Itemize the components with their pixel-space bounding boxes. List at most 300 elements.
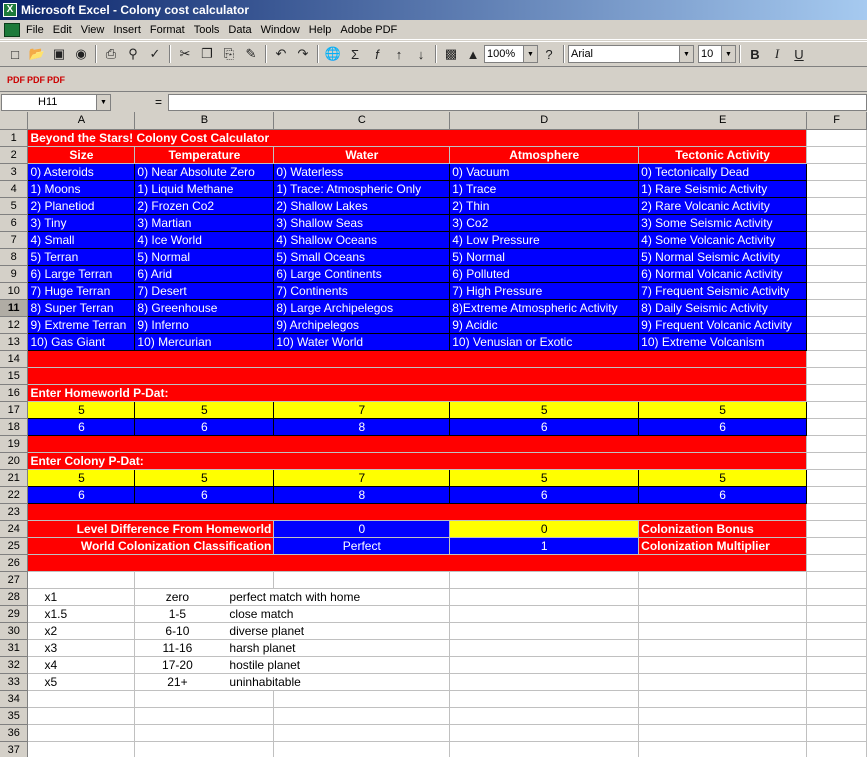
homeworld-calc-cell[interactable]: 6 [450,418,639,435]
option-cell[interactable]: 8) Daily Seismic Activity [639,299,807,316]
autosum-icon[interactable]: Σ [350,46,360,62]
redo-icon[interactable]: ↷ [297,46,309,61]
column-header-d[interactable]: D [450,112,639,129]
toolbar-separator [169,45,171,63]
row-header[interactable]: 24 [0,520,28,537]
cell[interactable] [807,571,867,588]
toolbar-separator [317,45,319,63]
cell[interactable] [807,588,867,605]
option-cell[interactable]: 5) Normal Seismic Activity [639,248,807,265]
window-title: Microsoft Excel - Colony cost calculator [21,3,250,17]
cell[interactable] [807,707,867,724]
cell[interactable] [28,350,807,367]
homeworld-label[interactable]: Enter Homeworld P-Dat: [28,384,807,401]
legend-multiplier[interactable]: x4 [28,656,135,673]
option-cell[interactable]: 3) Some Seismic Activity [639,214,807,231]
cell[interactable] [450,741,639,757]
homeworld-calc-cell[interactable]: 6 [639,418,807,435]
legend-range: 17-20 [162,657,193,672]
legend-range: 11-16 [162,640,193,655]
paste-icon[interactable]: ⎘ [223,46,235,61]
option-cell[interactable]: 1) Trace: Atmospheric Only [274,180,450,197]
option-cell[interactable]: 1) Trace [450,180,639,197]
homeworld-input-cell[interactable]: 5 [135,401,274,418]
colony-input-cell[interactable]: 5 [28,469,135,486]
cell[interactable] [807,231,867,248]
format-painter-icon[interactable]: ✎ [245,46,257,61]
row-header[interactable]: 21 [0,469,28,486]
row-header[interactable]: 11 [0,299,28,316]
menu-file[interactable]: File [26,23,44,36]
cell[interactable] [807,622,867,639]
row-header[interactable]: 18 [0,418,28,435]
row-header[interactable]: 34 [0,690,28,707]
option-cell[interactable]: 6) Polluted [450,265,639,282]
cell[interactable] [807,435,867,452]
row-header[interactable]: 9 [0,265,28,282]
option-cell[interactable]: 4) Low Pressure [450,231,639,248]
cell[interactable] [639,639,807,656]
cell[interactable] [807,486,867,503]
toolbar-separator [739,45,741,63]
legend-multiplier[interactable]: x1 [28,588,135,605]
cell[interactable] [28,554,807,571]
chevron-down-icon[interactable]: ▼ [523,46,537,62]
colony-input-cell[interactable]: 5 [639,469,807,486]
column-header-a[interactable]: A [28,112,135,129]
legend-range-desc[interactable] [135,673,450,690]
menu-insert[interactable]: Insert [113,23,141,36]
cell[interactable] [807,316,867,333]
option-cell[interactable]: 8) Super Terran [28,299,135,316]
select-all-corner[interactable] [0,112,28,129]
cut-icon[interactable]: ✂ [179,46,191,61]
option-cell[interactable]: 3) Martian [135,214,274,231]
colonization-bonus-value[interactable]: 0 [450,520,639,537]
cell[interactable] [807,248,867,265]
option-cell[interactable]: 5) Normal [450,248,639,265]
row-header[interactable]: 26 [0,554,28,571]
colony-calc-cell[interactable]: 6 [28,486,135,503]
cell[interactable] [639,605,807,622]
option-cell[interactable]: 8) Greenhouse [135,299,274,316]
cell[interactable] [639,724,807,741]
option-cell[interactable]: 6) Normal Volcanic Activity [639,265,807,282]
sort-descending-icon[interactable]: ↓ [417,46,425,62]
row-header[interactable]: 25 [0,537,28,554]
cell[interactable] [807,367,867,384]
cell[interactable] [639,741,807,757]
colonization-bonus-label[interactable]: Colonization Bonus [639,520,807,537]
italic-button[interactable]: I [774,46,780,61]
row-header[interactable]: 36 [0,724,28,741]
cell[interactable] [807,469,867,486]
cell[interactable] [639,690,807,707]
cell[interactable] [807,129,867,146]
save-icon[interactable]: ▣ [52,46,66,61]
option-cell[interactable]: 4) Some Volcanic Activity [639,231,807,248]
menu-edit[interactable]: Edit [52,23,72,36]
row-header[interactable]: 3 [0,163,28,180]
homeworld-calc-cell[interactable]: 8 [274,418,450,435]
cell[interactable] [28,690,135,707]
legend-multiplier[interactable]: x3 [28,639,135,656]
sort-ascending-icon[interactable]: ↑ [395,46,403,62]
option-cell[interactable]: 1) Liquid Methane [135,180,274,197]
cell[interactable] [28,503,807,520]
cell[interactable] [807,537,867,554]
column-header-c[interactable]: C [274,112,450,129]
cell[interactable] [28,724,135,741]
zoom-combo[interactable] [484,45,538,63]
option-cell[interactable]: 2) Shallow Lakes [274,197,450,214]
row-header[interactable]: 31 [0,639,28,656]
legend-description: uninhabitable [229,674,301,689]
toolbar-separator [95,45,97,63]
cell[interactable] [450,707,639,724]
pdf-email-icon[interactable]: PDF [27,74,45,85]
row-header[interactable]: 15 [0,367,28,384]
row-header[interactable]: 1 [0,129,28,146]
cell[interactable] [28,367,807,384]
option-cell[interactable]: 0) Vacuum [450,163,639,180]
option-cell[interactable]: 0) Asteroids [28,163,135,180]
legend-range-desc[interactable] [135,588,450,605]
cell-grid [0,112,867,757]
cell[interactable] [807,452,867,469]
option-cell[interactable]: 2) Planetiod [28,197,135,214]
workbook-icon[interactable] [4,23,20,37]
option-cell[interactable]: 7) Huge Terran [28,282,135,299]
menu-tools[interactable]: Tools [193,23,220,36]
cell[interactable] [807,741,867,757]
row-header[interactable]: 33 [0,673,28,690]
row-header[interactable]: 13 [0,333,28,350]
toolbar-separator [265,45,267,63]
print-preview-icon[interactable]: ⚲ [128,46,138,61]
column-header-e[interactable]: E [639,112,807,129]
menu-format[interactable]: Format [149,23,185,36]
cell[interactable] [274,707,450,724]
menu-view[interactable]: View [80,23,105,36]
option-cell[interactable]: 8) Large Archipelegos [274,299,450,316]
excel-icon: X [3,3,17,17]
cell[interactable] [807,282,867,299]
option-cell[interactable]: 0) Near Absolute Zero [135,163,274,180]
legend-multiplier[interactable]: x2 [28,622,135,639]
pdf-convert-icon[interactable]: PDF [7,74,25,85]
pdf-toolbar [0,68,867,92]
cell[interactable] [807,724,867,741]
cell[interactable] [450,588,639,605]
worksheet [0,112,867,757]
cell[interactable] [450,605,639,622]
option-cell[interactable]: 7) Desert [135,282,274,299]
legend-multiplier[interactable]: x1.5 [28,605,135,622]
row-header[interactable]: 4 [0,180,28,197]
row-header[interactable]: 35 [0,707,28,724]
hyperlink-icon[interactable]: 🌐 [324,46,342,61]
undo-icon[interactable]: ↶ [275,46,287,61]
option-cell[interactable]: 2) Rare Volcanic Activity [639,197,807,214]
cell[interactable] [807,418,867,435]
cell[interactable] [807,605,867,622]
cell[interactable] [807,401,867,418]
option-cell[interactable]: 10) Water World [274,333,450,350]
cell[interactable] [450,656,639,673]
toolbar-separator [563,45,565,63]
cell[interactable] [639,588,807,605]
row-header[interactable]: 22 [0,486,28,503]
chart-wizard-icon[interactable]: ▩ [444,46,458,61]
row-header[interactable]: 5 [0,197,28,214]
cell[interactable] [807,503,867,520]
row-header[interactable]: 16 [0,384,28,401]
cell[interactable] [28,707,135,724]
option-cell[interactable]: 2) Thin [450,197,639,214]
column-category-header[interactable]: Size [28,146,135,163]
classification-value[interactable]: Perfect [274,537,450,554]
row-header[interactable]: 32 [0,656,28,673]
menu-adobe-pdf[interactable]: Adobe PDF [340,23,398,36]
cell[interactable] [807,214,867,231]
option-cell[interactable]: 10) Venusian or Exotic [450,333,639,350]
cell[interactable] [639,622,807,639]
column-category-header[interactable]: Tectonic Activity [639,146,807,163]
legend-range-desc[interactable] [135,656,450,673]
colonization-multiplier-value[interactable]: 1 [450,537,639,554]
cell[interactable] [807,180,867,197]
cell[interactable] [274,690,450,707]
column-category-header[interactable]: Atmosphere [450,146,639,163]
option-cell[interactable]: 1) Rare Seismic Activity [639,180,807,197]
homeworld-calc-cell[interactable]: 6 [28,418,135,435]
cell[interactable] [135,571,274,588]
cell[interactable] [807,146,867,163]
option-cell[interactable]: 7) High Pressure [450,282,639,299]
cell[interactable] [807,299,867,316]
cell[interactable] [450,571,639,588]
help-icon[interactable]: ? [545,46,553,62]
cell[interactable] [135,724,274,741]
colony-calc-cell[interactable]: 6 [639,486,807,503]
cell[interactable] [274,571,450,588]
colony-input-cell[interactable]: 5 [450,469,639,486]
legend-description: harsh planet [229,640,296,655]
spelling-icon[interactable]: ✓ [149,46,161,61]
row-header[interactable]: 27 [0,571,28,588]
underline-button[interactable]: U [794,46,804,62]
row-header[interactable]: 20 [0,452,28,469]
cell[interactable] [807,639,867,656]
option-cell[interactable]: 5) Normal [135,248,274,265]
row-header[interactable]: 12 [0,316,28,333]
cell[interactable] [28,435,807,452]
option-cell[interactable]: 6) Arid [135,265,274,282]
open-icon[interactable]: 📂 [28,46,46,61]
cell[interactable] [450,724,639,741]
option-cell[interactable]: 7) Continents [274,282,450,299]
cell[interactable] [807,520,867,537]
new-icon[interactable]: □ [11,46,19,62]
option-cell[interactable]: 0) Tectonically Dead [639,163,807,180]
row-header[interactable]: 37 [0,741,28,757]
legend-range: 21+ [167,674,188,689]
homeworld-input-cell[interactable]: 7 [274,401,450,418]
homeworld-input-cell[interactable]: 5 [639,401,807,418]
legend-multiplier[interactable]: x5 [28,673,135,690]
level-difference-value[interactable]: 0 [274,520,450,537]
cell[interactable] [450,690,639,707]
cell[interactable] [450,639,639,656]
cell[interactable] [807,554,867,571]
legend-range: 1-5 [168,606,187,621]
cell[interactable] [807,163,867,180]
colony-input-cell[interactable]: 5 [135,469,274,486]
cell[interactable] [28,571,135,588]
legend-description: perfect match with home [229,589,361,604]
font-size-value: 10 [701,48,714,60]
legend-description: diverse planet [229,623,305,638]
font-size-combo[interactable] [698,45,736,63]
option-cell[interactable]: 3) Shallow Seas [274,214,450,231]
colonization-multiplier-label[interactable]: Colonization Multiplier [639,537,807,554]
cell[interactable] [639,673,807,690]
menu-window[interactable]: Window [260,23,300,36]
option-cell[interactable]: 0) Waterless [274,163,450,180]
option-cell[interactable]: 6) Large Continents [274,265,450,282]
row-header[interactable]: 19 [0,435,28,452]
level-difference-label[interactable]: Level Difference From Homeworld [28,520,274,537]
chevron-down-icon[interactable]: ▼ [679,46,693,62]
option-cell[interactable]: 9) Acidic [450,316,639,333]
row-header[interactable]: 7 [0,231,28,248]
chevron-down-icon[interactable]: ▼ [96,95,110,110]
cell[interactable] [807,197,867,214]
option-cell[interactable]: 4) Small [28,231,135,248]
classification-label[interactable]: World Colonization Classification [28,537,274,554]
print-icon[interactable]: ⎙ [105,46,117,61]
cell[interactable] [807,690,867,707]
option-cell[interactable]: 10) Gas Giant [28,333,135,350]
option-cell[interactable]: 10) Mercurian [135,333,274,350]
legend-range: 6-10 [165,623,190,638]
formula-input[interactable] [168,94,867,111]
row-header[interactable]: 23 [0,503,28,520]
cell[interactable] [135,690,274,707]
row-header[interactable]: 14 [0,350,28,367]
option-cell[interactable]: 1) Moons [28,180,135,197]
function-icon[interactable]: f [375,46,379,62]
copy-icon[interactable]: ❐ [201,46,213,61]
font-combo[interactable] [568,45,694,63]
option-cell[interactable]: 5) Small Oceans [274,248,450,265]
cell[interactable] [274,741,450,757]
option-cell[interactable]: 9) Archipelegos [274,316,450,333]
option-cell[interactable]: 10) Extreme Volcanism [639,333,807,350]
colony-label[interactable]: Enter Colony P-Dat: [28,452,807,469]
cell[interactable] [135,741,274,757]
option-cell[interactable]: 9) Extreme Terran [28,316,135,333]
option-cell[interactable]: 3) Tiny [28,214,135,231]
cell[interactable] [807,350,867,367]
row-header[interactable]: 29 [0,605,28,622]
cell[interactable] [450,622,639,639]
bold-button[interactable]: B [750,46,760,62]
colony-calc-cell[interactable]: 8 [274,486,450,503]
name-box[interactable] [1,94,111,111]
permission-icon[interactable]: ◉ [75,46,87,61]
cell[interactable] [28,741,135,757]
cell[interactable] [639,656,807,673]
row-header[interactable]: 17 [0,401,28,418]
option-cell[interactable]: 7) Frequent Seismic Activity [639,282,807,299]
row-header[interactable]: 28 [0,588,28,605]
row-header[interactable]: 8 [0,248,28,265]
column-category-header[interactable]: Water [274,146,450,163]
menu-help[interactable]: Help [308,23,332,36]
cell[interactable] [274,724,450,741]
option-cell[interactable]: 5) Terran [28,248,135,265]
legend-description: hostile planet [229,657,301,672]
pdf-review-icon[interactable]: PDF [47,74,65,85]
legend-range-desc[interactable] [135,605,450,622]
row-header[interactable]: 6 [0,214,28,231]
option-cell[interactable]: 8)Extreme Atmospheric Activity [450,299,639,316]
column-header-b[interactable]: B [135,112,274,129]
cell[interactable] [807,333,867,350]
formula-bar [0,93,867,112]
option-cell[interactable]: 6) Large Terran [28,265,135,282]
row-header[interactable]: 30 [0,622,28,639]
colony-calc-cell[interactable]: 6 [135,486,274,503]
cell[interactable] [807,673,867,690]
cell[interactable] [639,707,807,724]
cell[interactable] [450,673,639,690]
column-header-f[interactable]: F [807,112,867,129]
homeworld-input-cell[interactable]: 5 [28,401,135,418]
chevron-down-icon[interactable]: ▼ [721,46,735,62]
option-cell[interactable]: 9) Inferno [135,316,274,333]
option-cell[interactable]: 4) Shallow Oceans [274,231,450,248]
zoom-value: 100% [487,48,516,60]
colony-input-cell[interactable]: 7 [274,469,450,486]
legend-range-desc[interactable] [135,639,450,656]
homeworld-input-cell[interactable]: 5 [450,401,639,418]
cell[interactable] [807,656,867,673]
sheet-title[interactable]: Beyond the Stars! Colony Cost Calculator [28,129,807,146]
menu-data[interactable]: Data [228,23,252,36]
drawing-icon[interactable]: ▲ [466,46,480,62]
option-cell[interactable]: 2) Frozen Co2 [135,197,274,214]
option-cell[interactable]: 4) Ice World [135,231,274,248]
option-cell[interactable]: 9) Frequent Volcanic Activity [639,316,807,333]
cell[interactable] [135,707,274,724]
name-box-value: H11 [38,96,58,108]
row-header[interactable]: 2 [0,146,28,163]
legend-range-desc[interactable] [135,622,450,639]
homeworld-calc-cell[interactable]: 6 [135,418,274,435]
option-cell[interactable]: 3) Co2 [450,214,639,231]
cell[interactable] [639,571,807,588]
legend-description: close match [229,606,294,621]
cell[interactable] [807,265,867,282]
cell[interactable] [807,384,867,401]
row-header[interactable]: 10 [0,282,28,299]
column-category-header[interactable]: Temperature [135,146,274,163]
toolbar-separator [435,45,437,63]
colony-calc-cell[interactable]: 6 [450,486,639,503]
